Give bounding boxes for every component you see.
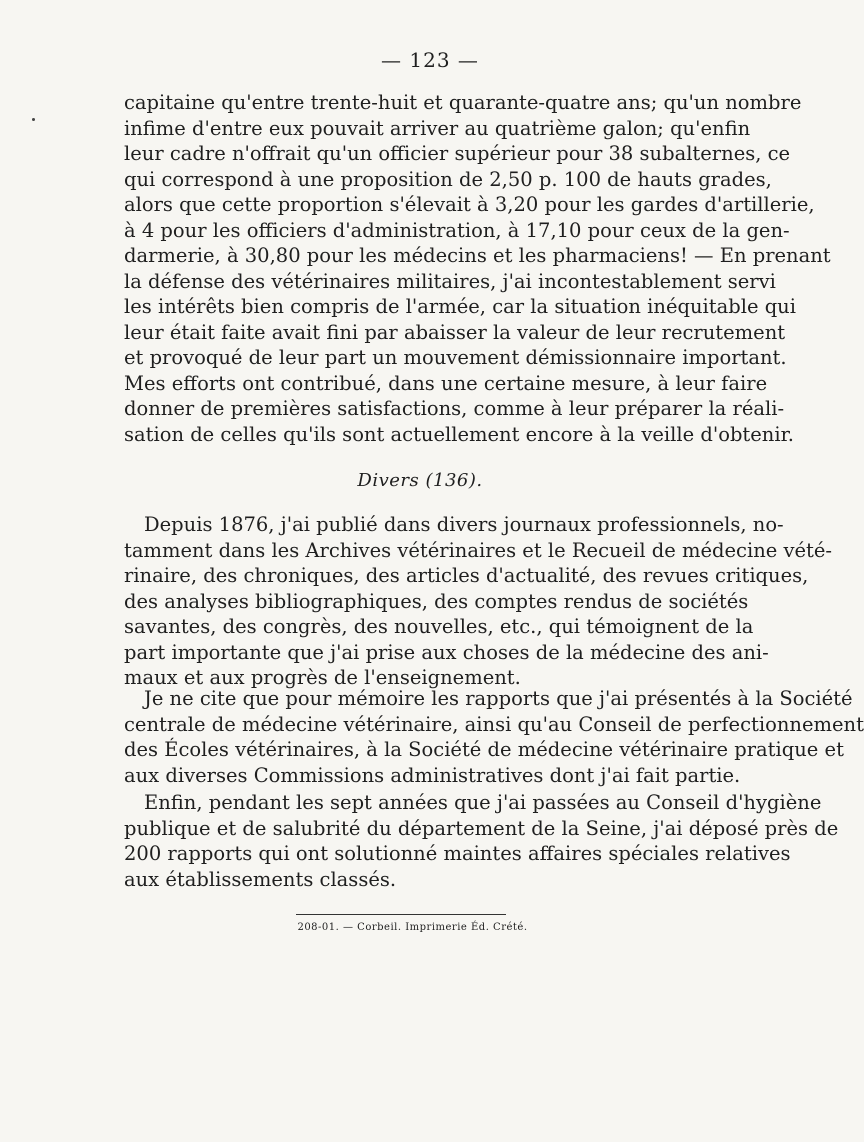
footer-rule — [296, 914, 506, 915]
text-line: centrale de médecine vétérinaire, ainsi qu'au Conseil de perfectionnement — [124, 712, 864, 736]
text-line: alors que cette proportion s'élevait à 3,20 pour les gardes d'artillerie, — [124, 193, 815, 216]
paragraph-military-veterinarians — [124, 90, 831, 447]
paragraph-publications — [124, 512, 833, 691]
text-line: Depuis 1876, j'ai publié dans divers journaux professionnels, no- — [144, 513, 784, 536]
margin-dot — [32, 118, 35, 121]
page-number: — 123 — — [381, 48, 479, 72]
text-line: les intérêts bien compris de l'armée, car la situation inéquitable qui — [124, 295, 796, 318]
text-line: part importante que j'ai prise aux choses de la médecine des ani- — [124, 640, 769, 664]
text-line: qui correspond à une proposition de 2,50 p. 100 de hauts grades, — [124, 167, 772, 191]
text-line: sation de celles qu'ils sont actuellement encore à la veille d'obtenir. — [124, 422, 794, 446]
text-line: des analyses bibliographiques, des comptes rendus de sociétés — [124, 589, 749, 613]
printer-imprint: 208-01. — Corbeil. Imprimerie Éd. Crété. — [297, 922, 528, 933]
text-line: la défense des vétérinaires militaires, j'ai incontestablement servi — [124, 269, 776, 293]
text-line: infime d'entre eux pouvait arriver au quatrième galon; qu'enfin — [124, 116, 751, 140]
text-line: et provoqué de leur part un mouvement démissionnaire important. — [124, 346, 787, 369]
text-line: leur était faite avait fini par abaisser la valeur de leur recrutement — [124, 320, 786, 344]
text-line: Mes efforts ont contribué, dans une certaine mesure, à leur faire — [124, 371, 768, 395]
text-line: publique et de salubrité du département de la Seine, j'ai déposé près de — [124, 816, 839, 840]
paragraph-hygiene-council — [124, 790, 839, 892]
text-line: Enfin, pendant les sept années que j'ai passées au Conseil d'hygiène — [144, 791, 822, 814]
section-heading: Divers (136). — [357, 470, 483, 491]
text-line: 200 rapports qui ont solutionné maintes affaires spéciales relatives — [124, 842, 791, 865]
text-line: darmerie, à 30,80 pour les médecins et les pharmaciens! — En prenant — [124, 244, 831, 267]
text-line: savantes, des congrès, des nouvelles, etc., qui témoignent de la — [124, 615, 754, 638]
text-line: donner de premières satisfactions, comme à leur préparer la réali- — [124, 397, 785, 420]
text-line: aux diverses Commissions administratives dont j'ai fait partie. — [124, 763, 741, 787]
text-line: maux et aux progrès de l'enseignement. — [124, 666, 521, 689]
text-line: capitaine qu'entre trente-huit et quarante-quatre ans; qu'un nombre — [124, 91, 802, 114]
paragraph-reports — [124, 686, 864, 788]
text-line: leur cadre n'offrait qu'un officier supérieur pour 38 subalternes, ce — [124, 142, 791, 165]
text-line: des Écoles vétérinaires, à la Société de médecine vétérinaire pratique et — [124, 738, 844, 761]
text-line: aux établissements classés. — [124, 867, 397, 891]
text-line: à 4 pour les officiers d'administration, à 17,10 pour ceux de la gen- — [124, 218, 790, 242]
text-line: rinaire, des chroniques, des articles d'actualité, des revues critiques, — [124, 564, 809, 587]
text-line: Je ne cite que pour mémoire les rapports que j'ai présentés à la Société — [144, 687, 853, 710]
text-line: tamment dans les Archives vétérinaires et le Recueil de médecine vété- — [124, 538, 833, 562]
